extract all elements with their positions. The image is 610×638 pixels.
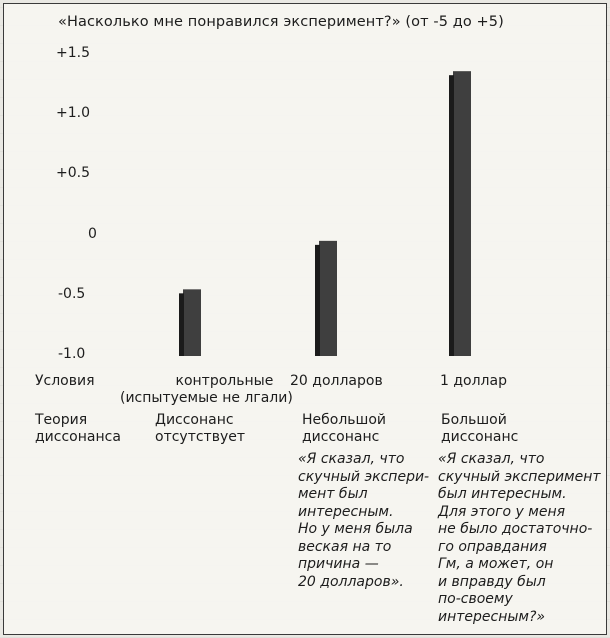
quote-line: Для этого у меня [438,503,566,520]
theory-large-dissonance [441,412,518,446]
bar-shadow-0 [179,293,184,356]
theory-label-line: диссонанса [35,429,121,445]
y-tick-label: 0 [88,226,97,242]
y-tick-label: -0.5 [58,286,86,302]
theory-line: Диссонанс [155,412,234,428]
quote-line: не было достаточно- [438,521,593,537]
quote-line: интересным?» [438,608,546,625]
category-label-20-dollars: 20 долларов [290,373,383,389]
y-tick-label: -1.0 [58,346,86,362]
quote-line: Но у меня была [298,521,413,537]
bar-1 [319,241,337,356]
quote-line: и вправду был [438,573,546,590]
quote-line: «Я сказал, что [298,451,405,467]
category-label-control-line2: (испытуемые не лгали) [120,390,293,406]
quote-line: «Я сказал, что [438,451,545,467]
quote-line: мент был [298,486,368,502]
theory-no-dissonance [155,412,245,446]
bar-0 [183,289,201,356]
theory-line: диссонанс [441,429,519,445]
theory-line: Большой [441,412,507,428]
quote-line: причина — [298,556,379,572]
quote-line: скучный экспери- [298,468,430,485]
theory-line: диссонанс [302,429,380,445]
theory-row-label [35,412,121,446]
y-tick-label: +0.5 [56,165,90,181]
bar-shadow-2 [449,75,454,356]
theory-line: Небольшой [302,412,387,428]
bar-2 [453,71,471,356]
quote-line: Гм, а может, он [438,556,554,572]
quote-line: веская на то [298,538,392,555]
quote-line: го оправдания [438,538,547,555]
chart-title: «Насколько мне понравился эксперимент?» (от -5 до +5) [58,14,504,30]
quote-line: интересным. [298,503,394,520]
conditions-row-label: Условия [35,373,95,389]
y-tick-label: +1.0 [56,105,90,121]
quote-line: был интересным. [438,486,567,502]
category-label-control-line1: контрольные [175,373,274,389]
quote-line: 20 долларов». [298,573,404,590]
quote-line: скучный эксперимент [438,468,601,485]
category-label-1-dollar: 1 доллар [440,373,507,389]
theory-small-dissonance [302,412,386,446]
y-tick-label: +1.5 [56,45,90,61]
theory-label-line: Теория [35,412,88,428]
category-label-control [120,373,293,407]
bar-shadow-1 [315,245,320,356]
quote-1-dollar [438,451,601,626]
quote-20-dollars [298,451,429,591]
quote-line: по-своему [438,591,513,607]
theory-line: отсутствует [155,429,246,445]
